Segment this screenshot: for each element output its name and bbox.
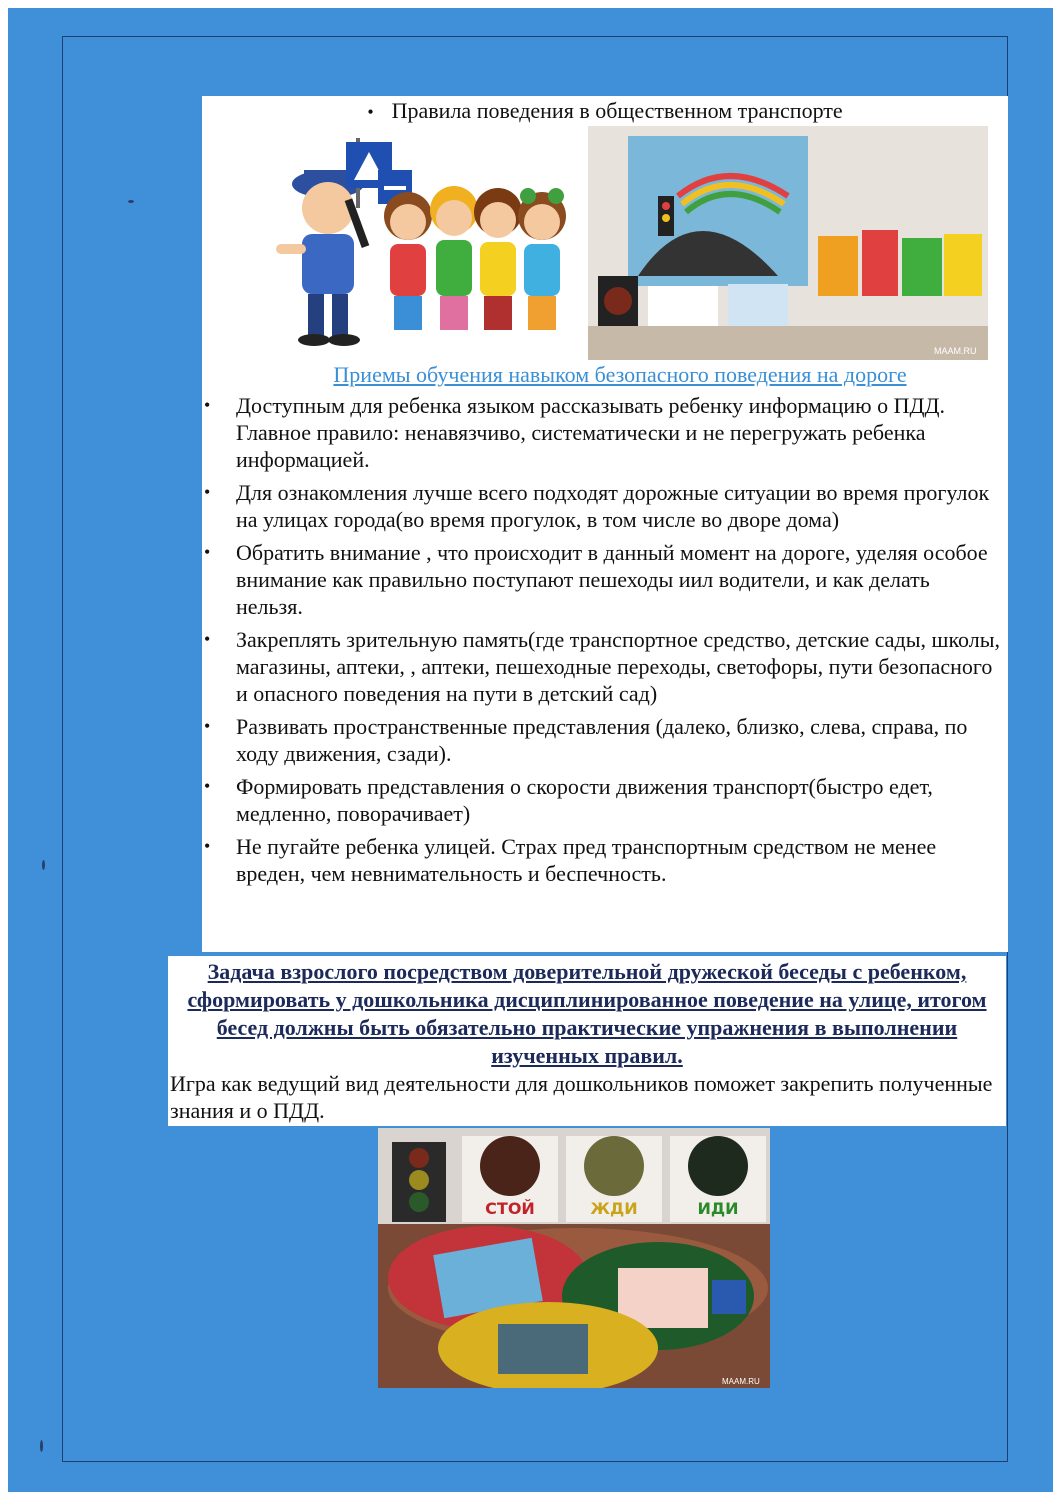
bullet-icon: • [204,836,211,856]
bullet-icon: • [204,482,211,502]
game-note: Игра как ведущий вид деятельности для дошкольников поможет закрепить полученные знания и о ПДД. [170,1071,993,1123]
watermark-text: MAAM.RU [722,1377,760,1386]
watermark-text: MAAM.RU [934,346,977,356]
page-title [202,98,1008,124]
bullet-icon: • [367,102,374,122]
list-item-text: Для ознакомления лучше всего подходят дорожные ситуации во время прогулок на улицах города(во время прогулок, в том числе во дворе дома) [236,480,990,532]
word-wait: ЖДИ [590,1199,638,1218]
bullet-icon: • [204,395,211,415]
list-item [202,713,1002,767]
list-item-text: Закреплять зрительную память(где транспортное средство, детские сады, школы, магазины, аптеки, , аптеки, пешеходные переходы, светофоры, пути безопасного и опасного поведения на пути в детский сад) [236,627,1000,706]
word-go: ИДИ [697,1199,739,1218]
bullet-icon: • [204,776,211,796]
list-item [202,773,1002,827]
traffic-light-game-photo [378,1128,770,1388]
section-subtitle: Приемы обучения навыком безопасного поведения на дороге [333,362,907,387]
illustration-photo-top [258,126,988,360]
scan-dot [42,860,45,870]
page-title-text: Правила поведения в общественном транспорте [391,98,843,123]
scan-dot [40,1440,43,1452]
word-stop: СТОЙ [485,1199,535,1218]
list-item [202,833,1002,887]
bullet-list [202,392,1002,893]
list-item [202,626,1002,707]
list-item [202,392,1002,473]
bullet-icon: • [204,716,211,736]
list-item-text: Обратить внимание , что происходит в данный момент на дороге, уделяя особое внимание как правильно поступают пешеходы иил водители, и как делать нельзя. [236,540,988,619]
classroom-display-photo [588,126,988,360]
scan-dot [128,200,134,203]
bullet-icon: • [204,629,211,649]
game-photo-bottom [378,1128,770,1388]
list-item-text: Не пугайте ребенка улицей. Страх пред транспортным средством не менее вреден, чем невнимательность и беспечность. [236,834,937,886]
list-item-text: Формировать представления о скорости движения транспорт(быстро едет, медленно, поворачивает) [236,774,933,826]
list-item-text: Развивать пространственные представления (далеко, близко, слева, справа, по ходу движения, сзади). [236,714,968,766]
bullet-icon: • [204,542,211,562]
task-statement: Задача взрослого посредством доверительной дружеской беседы с ребенком, сформировать у дошкольника дисциплинированное поведение на улице, итогом бесед должны быть обязательно практические упражнения в выполнении изученных правил. [187,959,987,1068]
list-item-text: Доступным для ребенка языком рассказывать ребенку информацию о ПДД. Главное правило: ненавязчиво, систематически и не перегружать ребенка информацией. [236,393,945,472]
cartoon-and-stand-illustration [258,126,988,360]
list-item [202,539,1002,620]
list-item [202,479,1002,533]
